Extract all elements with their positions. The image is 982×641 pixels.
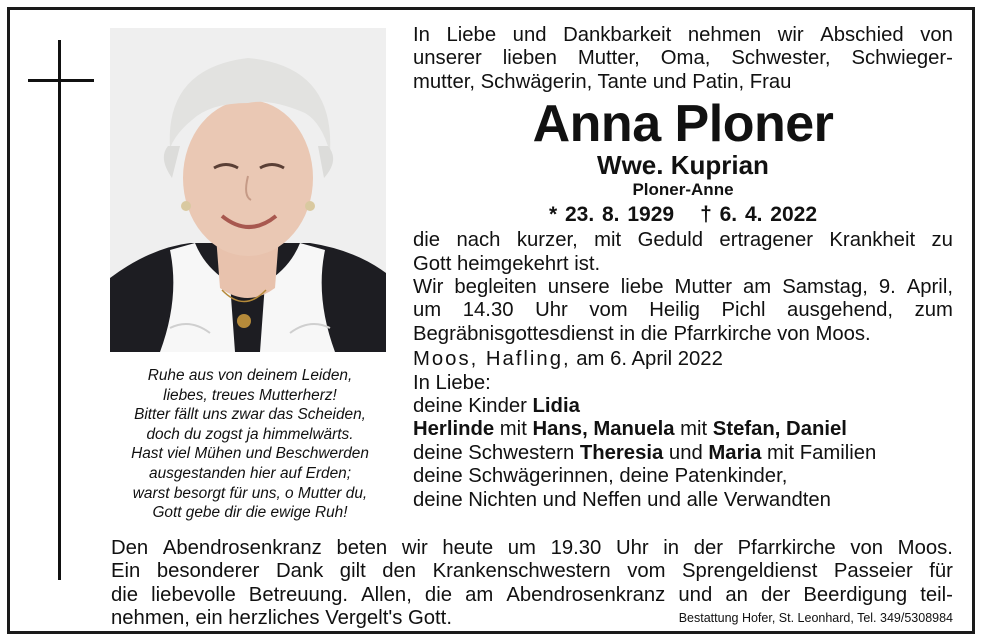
word: der xyxy=(693,537,724,559)
family-line-herlinde xyxy=(413,418,953,441)
passing-line xyxy=(413,299,953,322)
family-name: Maria xyxy=(708,441,762,464)
word: und xyxy=(512,24,547,46)
family-name: Herlinde xyxy=(413,418,495,441)
word: von xyxy=(850,537,884,559)
word: wir xyxy=(777,24,804,46)
intro-line xyxy=(413,24,953,47)
closing-line-last xyxy=(111,607,953,630)
word: In xyxy=(413,24,430,46)
passing-line: Gott heimgekehrt ist. xyxy=(413,252,601,275)
family-line-children xyxy=(413,395,953,418)
poem-line: doch du zogst ja himmelwärts. xyxy=(146,425,354,443)
death-date: † 6. 4. 2022 xyxy=(700,203,818,227)
word: nehmen xyxy=(687,24,762,46)
closing-line xyxy=(111,537,953,560)
word: von xyxy=(920,24,953,46)
family-line-siblings xyxy=(413,442,953,465)
poem-line: Hast viel Mühen und Beschwerden xyxy=(131,445,369,463)
poem-line: ausgestanden hier auf Erden; xyxy=(149,464,351,482)
word: April, xyxy=(906,276,953,299)
funeral-home-credit: Bestattung Hofer, St. Leonhard, Tel. 349/5308984 xyxy=(678,611,953,626)
word: die xyxy=(413,229,441,252)
word: Passeier xyxy=(833,560,913,583)
word: der xyxy=(760,583,791,606)
family-name: Lidia xyxy=(532,395,580,418)
word: 14.30 xyxy=(462,299,514,322)
word: nach xyxy=(456,229,501,252)
word: Abschied xyxy=(820,24,904,46)
announcement xyxy=(413,24,953,512)
word: Pfarrkirche xyxy=(737,537,836,559)
family-line-in-laws: deine Schwägerinnen, deine Patenkinder, xyxy=(413,465,788,488)
family-text: und xyxy=(663,441,709,464)
family-name: Hans, Manuela xyxy=(532,418,675,441)
poem-line: Ruhe aus von deinem Leiden, xyxy=(147,367,353,384)
closing-text xyxy=(111,537,953,631)
word: Samstag, xyxy=(782,276,868,299)
word: Geduld xyxy=(637,229,704,252)
intro-line: mutter, Schwägerin, Tante und Patin, Frau xyxy=(413,70,792,93)
word: 19.30 xyxy=(550,537,602,559)
family-name: Stefan, Daniel xyxy=(712,418,847,441)
word: 9. xyxy=(878,276,896,299)
passing-line xyxy=(413,229,953,252)
intro-line xyxy=(413,47,953,70)
word: kurzer, xyxy=(516,229,578,252)
word: liebe xyxy=(620,276,664,299)
cross-icon xyxy=(58,40,61,580)
intro xyxy=(413,24,953,94)
word: Dank xyxy=(275,560,324,583)
word: Dankbarkeit xyxy=(563,24,672,46)
word: heute xyxy=(442,537,494,559)
word: Heilig xyxy=(649,299,700,322)
word: Wir xyxy=(413,276,444,299)
word: zum xyxy=(914,299,953,322)
word: Oma, xyxy=(660,47,711,70)
family xyxy=(413,372,953,512)
word: wir xyxy=(401,537,428,559)
word: Betreuung. xyxy=(248,583,349,606)
widow-of: Wwe. Kuprian xyxy=(597,150,769,181)
family-text: deine Kinder xyxy=(413,395,533,418)
word: teil- xyxy=(920,583,953,606)
word: Pichl xyxy=(721,299,766,322)
word: Abendrosenkranz xyxy=(506,583,666,606)
word: ausgehend, xyxy=(787,299,894,322)
word: Mutter xyxy=(674,276,733,299)
passing-line: Begräbnisgottesdienst in die Pfarrkirche von Moos. xyxy=(413,322,871,345)
word: begleiten xyxy=(454,276,537,299)
word: den xyxy=(382,560,417,583)
word: Beerdigung xyxy=(803,583,908,606)
word: Abendrosenkranz xyxy=(162,537,322,559)
word: um xyxy=(413,299,442,322)
word: besonderer xyxy=(156,560,260,583)
passing-line xyxy=(413,276,953,299)
word: vom xyxy=(589,299,628,322)
closing-line xyxy=(111,560,953,583)
family-text: mit Familien xyxy=(761,441,877,464)
nickname: Ploner-Anne xyxy=(632,180,734,200)
word: Krankenschwestern xyxy=(432,560,611,583)
word: unsere xyxy=(547,276,610,299)
word: Moos. xyxy=(897,537,953,559)
word: gilt xyxy=(339,560,366,583)
deceased-name: Anna Ploner xyxy=(532,95,834,154)
word: Mutter, xyxy=(577,47,640,70)
closing-line: nehmen, ein herzliches Vergelt's Gott. xyxy=(111,607,452,630)
word: Liebe xyxy=(446,24,497,46)
family-text: deine Schwestern xyxy=(413,441,580,464)
word: an xyxy=(725,583,748,606)
word: am xyxy=(465,583,494,606)
family-name: Theresia xyxy=(579,441,664,464)
cross-icon-bar xyxy=(28,79,94,82)
word: unserer xyxy=(413,47,482,70)
word: Uhr xyxy=(615,537,649,559)
poem xyxy=(100,366,400,523)
word: zu xyxy=(931,229,953,252)
family-line-relatives: deine Nichten und Neffen und alle Verwandten xyxy=(413,488,831,511)
word: Schwester, xyxy=(731,47,831,70)
poem-line: warst besorgt für uns, o Mutter du, xyxy=(132,484,368,502)
portrait-photo xyxy=(110,28,386,352)
family-text: mit xyxy=(494,418,533,441)
poem-line: Gott gebe dir die ewige Ruh! xyxy=(152,504,348,522)
word: Schwieger- xyxy=(851,47,953,70)
word: und xyxy=(678,583,713,606)
word: Ein xyxy=(111,560,141,583)
word: Krankheit xyxy=(829,229,916,252)
word: in xyxy=(663,537,680,559)
place-date xyxy=(413,348,953,371)
closing-line xyxy=(111,584,953,607)
birth-date: * 23. 8. 1929 xyxy=(548,203,675,227)
word: Uhr xyxy=(535,299,568,322)
word: mit xyxy=(594,229,622,252)
word: ertragener xyxy=(719,229,813,252)
passing-text xyxy=(413,229,953,346)
word: die xyxy=(111,583,139,606)
word: um xyxy=(507,537,536,559)
family-text: mit xyxy=(674,418,713,441)
word: die xyxy=(424,583,452,606)
word: Allen, xyxy=(361,583,412,606)
life-dates xyxy=(413,201,953,229)
word: lieben xyxy=(502,47,557,70)
word: Sprengeldienst xyxy=(682,560,818,583)
word: am xyxy=(743,276,772,299)
word: Den xyxy=(111,537,149,559)
word: beten xyxy=(336,537,388,559)
poem-line: liebes, treues Mutterherz! xyxy=(163,386,337,404)
in-love: In Liebe: xyxy=(413,371,491,394)
poem-line: Bitter fällt uns zwar das Scheiden, xyxy=(134,406,366,424)
word: vom xyxy=(627,560,666,583)
place: Moos, Hafling, xyxy=(413,348,571,371)
word: für xyxy=(929,560,953,583)
portrait-illustration xyxy=(110,28,386,352)
word: liebevolle xyxy=(151,583,236,606)
date: am 6. April 2022 xyxy=(576,348,723,371)
